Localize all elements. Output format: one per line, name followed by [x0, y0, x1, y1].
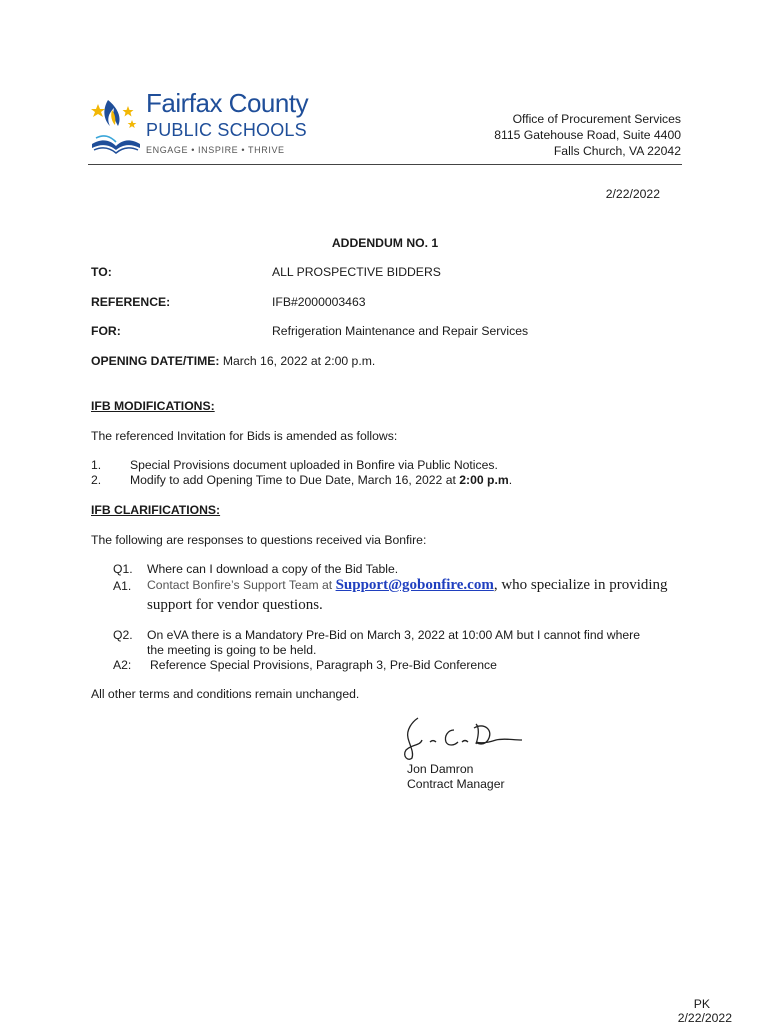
closing-statement: All other terms and conditions remain unchanged.: [91, 687, 360, 701]
field-value-reference: IFB#2000003463: [272, 295, 366, 309]
mod-item-text: Special Provisions document uploaded in Bonfire via Public Notices.: [130, 458, 498, 472]
signature-image: [398, 712, 528, 762]
address-line: Falls Church, VA 22042: [553, 144, 681, 158]
mod-item-number: 1.: [91, 458, 102, 472]
a1-text-line2: support for vendor questions.: [147, 597, 323, 613]
a2-label: A2:: [113, 658, 132, 672]
signer-name: Jon Damron: [407, 762, 474, 776]
header-divider: [88, 164, 682, 165]
mod-item-end: .: [508, 473, 513, 487]
a1-text-cont: , who specialize in providing: [493, 577, 668, 593]
address-line: 8115 Gatehouse Road, Suite 4400: [494, 128, 681, 142]
a2-text: Reference Special Provisions, Paragraph 3, Pre-Bid Conference: [150, 658, 497, 672]
footer-initials: PK: [693, 997, 710, 1011]
a1-text-row: [147, 576, 668, 594]
modifications-intro: The referenced Invitation for Bids is amended as follows:: [91, 429, 398, 443]
q2-text-line2: the meeting is going to be held.: [147, 643, 317, 657]
clarifications-heading: IFB CLARIFICATIONS:: [91, 503, 221, 517]
field-label-reference: REFERENCE:: [91, 295, 171, 309]
logo-sub: PUBLIC SCHOOLS: [146, 120, 307, 140]
addendum-title: ADDENDUM NO. 1: [331, 236, 439, 250]
q1-label: Q1.: [113, 562, 133, 576]
q1-text: Where can I download a copy of the Bid Table.: [147, 562, 399, 576]
opening-date-row: [91, 354, 375, 369]
opening-label: OPENING DATE/TIME:: [91, 354, 220, 368]
footer-date: 2/22/2022: [677, 1011, 732, 1025]
signer-title: Contract Manager: [407, 777, 505, 791]
a1-text: Contact Bonfire’s Support Team at: [147, 578, 336, 592]
q2-text-line1: On eVA there is a Mandatory Pre-Bid on March 3, 2022 at 10:00 AM but I cannot find where: [147, 628, 640, 642]
mod-item-time: 2:00 p.m: [459, 473, 509, 487]
field-value-for: Refrigeration Maintenance and Repair Services: [272, 324, 529, 338]
field-label-to: TO:: [91, 265, 112, 279]
logo-name: Fairfax County: [146, 88, 309, 118]
field-label-for: FOR:: [91, 324, 121, 338]
a1-label: A1.: [113, 579, 132, 593]
field-value-to: ALL PROSPECTIVE BIDDERS: [272, 265, 441, 279]
q2-label: Q2.: [113, 628, 133, 642]
mod-item-text-row: [130, 473, 512, 488]
document-date: 2/22/2022: [605, 187, 660, 201]
modifications-heading: IFB MODIFICATIONS:: [91, 399, 215, 413]
address-line: Office of Procurement Services: [512, 112, 681, 126]
office-address: [494, 111, 681, 159]
logo-emblem-icon: [88, 92, 146, 158]
logo-tagline: ENGAGE • INSPIRE • THRIVE: [146, 145, 285, 155]
mod-item-text: Modify to add Opening Time to Due Date, March 16, 2022 at: [130, 473, 460, 487]
support-email-link[interactable]: Support@gobonfire.com: [335, 577, 494, 593]
clarifications-intro: The following are responses to questions received via Bonfire:: [91, 533, 427, 547]
opening-value: March 16, 2022 at 2:00 p.m.: [222, 354, 376, 368]
mod-item-number: 2.: [91, 473, 102, 487]
